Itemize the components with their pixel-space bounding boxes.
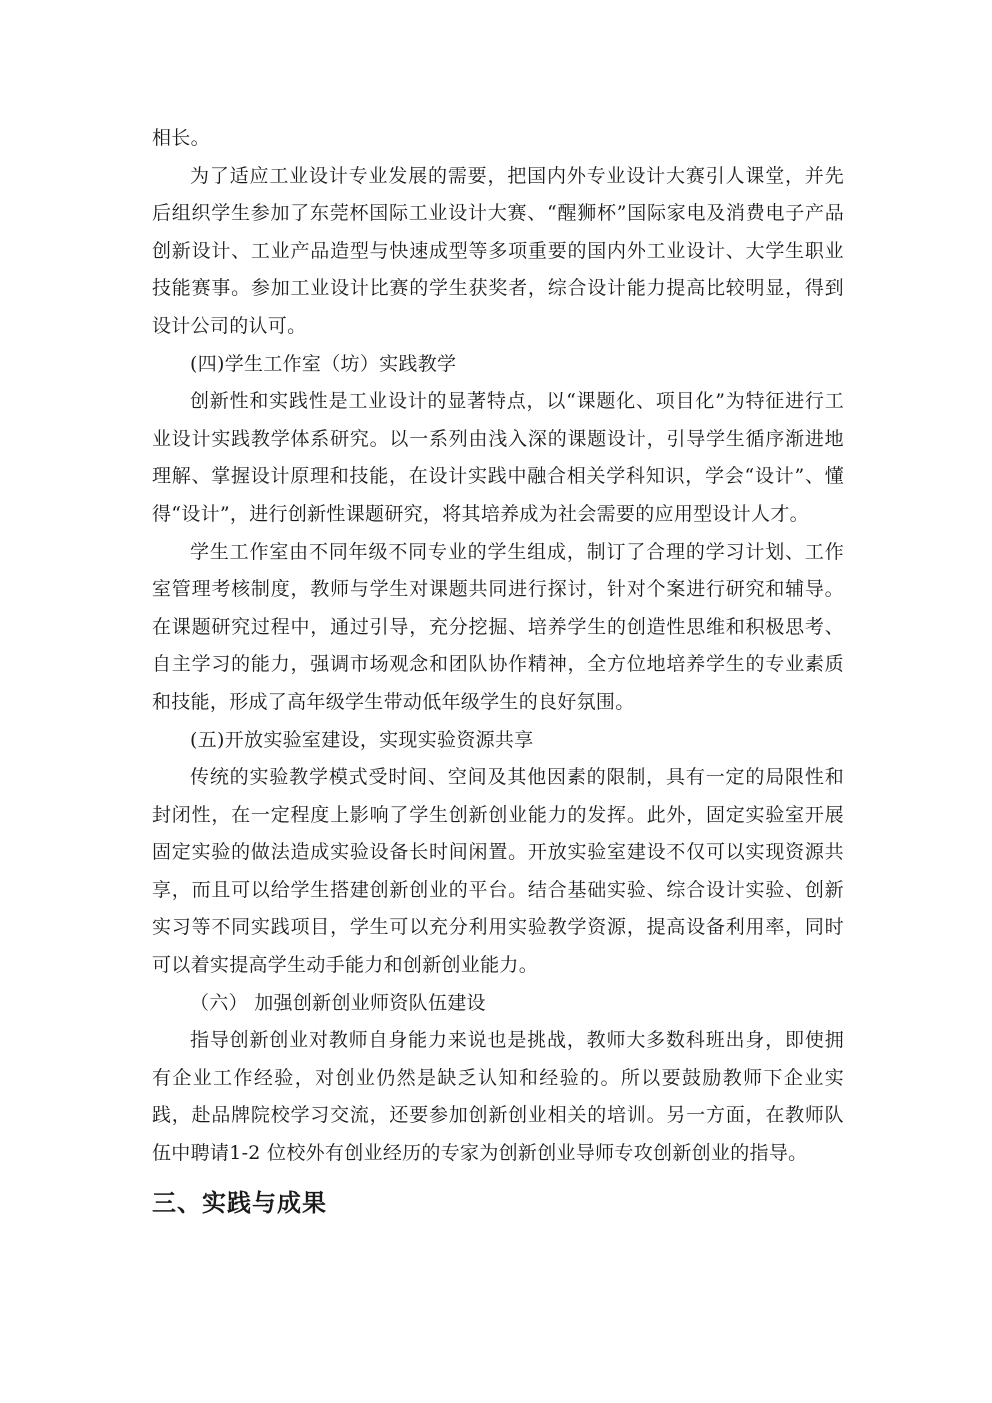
paragraph-student-studio: 学生工作室由不同年级不同专业的学生组成，制订了合理的学习计划、工作室管理考核制度，教师与学生对课题共同进行探讨，针对个案进行研究和辅导。在课题研究过程中，通过引导，充分挖掘、培养学生的创造性思维和积极思考、自主学习的能力，强调市场观念和团队协作精神，全方位地培养学生的专业素质和技能，形成了高年级学生带动低年级学生的良好氛围。 (152, 540, 844, 713)
document-page (152, 120, 844, 1223)
section-heading-practice-results: 三、实践与成果 (152, 1188, 327, 1217)
subheading-open-lab: (五)开放实验室建设，实现实验资源共享 (190, 728, 534, 751)
paragraph-open-lab: 传统的实验教学模式受时间、空间及其他因素的限制，具有一定的局限性和封闭性，在一定程度上影响了学生创新创业能力的发挥。此外，固定实验室开展固定实验的做法造成实验设备长时间闲置。开放实验室建设不仅可以实现资源共享，而且可以给学生搭建创新创业的平台。结合基础实验、综合设计实验、创新实习等不同实践项目，学生可以充分利用实验教学资源，提高设备利用率，同时可以着实提高学生动手能力和创新创业能力。 (152, 766, 844, 977)
paragraph-innovation-practice: 创新性和实践性是工业设计的显著特点，以“课题化、项目化”为特征进行工业设计实践教学体系研究。以一系列由浅入深的课题设计，引导学生循序渐进地理解、掌握设计原理和技能，在设计实践中融合相关学科知识，学会“设计”、懂得“设计”，进行创新性课题研究，将其培养成为社会需要的应用型设计人才。 (152, 390, 844, 525)
subheading-faculty: （六） 加强创新创业师资队伍建设 (190, 991, 486, 1014)
paragraph-continuation: 相长。 (152, 127, 210, 149)
paragraph-faculty: 指导创新创业对教师自身能力来说也是挑战，教师大多数科班出身，即使拥有企业工作经验，对创业仍然是缺乏认知和经验的。所以要鼓励教师下企业实践，赴品牌院校学习交流，还要参加创新创业相关的培训。另一方面，在教师队伍中聘请1-2 位校外有创业经历的专家为创新创业导师专攻创新创业的指导。 (152, 1029, 844, 1165)
subheading-student-studio: (四)学生工作室（坊）实践教学 (190, 352, 457, 375)
paragraph-design-competitions: 为了适应工业设计专业发展的需要，把国内外专业设计大赛引人课堂，并先后组织学生参加了东莞杯国际工业设计大赛、“醒狮杯”国际家电及消费电子产品创新设计、工业产品造型与快速成型等多项重要的国内外工业设计、大学生职业技能赛事。参加工业设计比赛的学生获奖者，综合设计能力提高比较明显，得到设计公司的认可。 (152, 164, 844, 337)
